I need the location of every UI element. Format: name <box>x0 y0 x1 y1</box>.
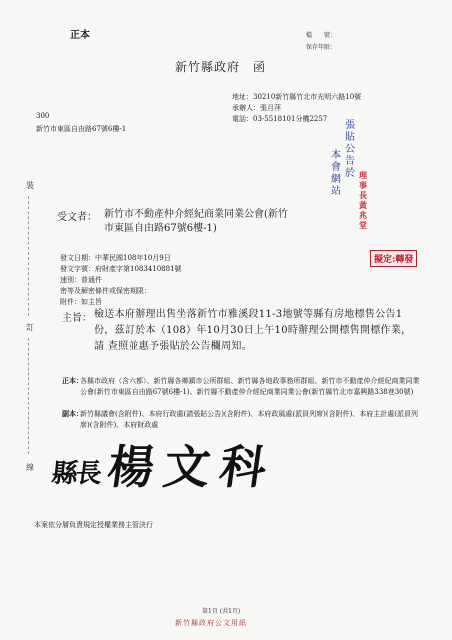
issue-date: 發文日期：中華民國108年10月9日 <box>60 254 171 262</box>
sender-contact <box>232 92 361 125</box>
posting-stamp-col-1 <box>344 120 356 180</box>
footer-brand: 新竹縣政府公文用紙 <box>175 619 247 627</box>
speed: 速別：普通件 <box>60 276 102 284</box>
sender-phone: 電話：03-5518101分機2257 <box>232 115 328 123</box>
recipient-text: 新竹市不動產仲介經紀商業同業公會(新竹市東區自由路67號6樓-1) <box>104 209 288 234</box>
margin-order-mark: 訂 <box>26 323 34 332</box>
receiver-address: 新竹市東區自由路67號6樓-1 <box>36 125 127 133</box>
posting-stamp-text: 張貼公告於 <box>345 120 355 179</box>
main-recipients-text: 各縣市政府（含六都）、新竹縣各鄉鎮市公所群組、新竹縣各地政事務所群組、新竹市不動產仲介經紀商業同業公會(新竹市東區自由路67號6樓-1)、新竹縣不動產仲介經紀商業同業公會(新竹縣竹北市嘉興路338巷30號) <box>80 377 420 396</box>
cc-label: 副本： <box>62 409 83 418</box>
approve-stamp: 擬定:轉發 <box>370 250 417 267</box>
delegation-note: 本案依分層負責規定授權業務主管決行 <box>34 521 153 529</box>
sender-address: 地址：30210新竹縣竹北市光明六路10號 <box>232 93 362 101</box>
receiver-postcode: 300 <box>36 112 50 120</box>
signature-name: 楊文科 <box>104 440 280 494</box>
page-count: 第1頁 (共1頁) <box>202 608 241 615</box>
signature-title: 縣長 <box>50 459 102 489</box>
margin-bind-mark: 裝 <box>26 181 34 190</box>
secrecy: 密等及解密條件或保密期限： <box>60 287 151 295</box>
subject-label: 主旨： <box>62 313 92 324</box>
main-recipients-label: 正本： <box>62 376 83 385</box>
sender-handler: 承辦人：張月萍 <box>232 104 281 112</box>
margin-dash-1 <box>28 196 30 316</box>
issue-number: 發文字號：府財產字第1083410881號 <box>60 265 182 273</box>
cc-text: 新竹縣議會(含附件)、本府行政處(請張貼公告)(含附件)、本府政風處(派員列席)(含附件)、本府主計處(派員列席)(含附件)、本府財政處 <box>80 410 419 429</box>
posting-stamp-col-2: 本會網站 <box>331 150 341 197</box>
margin-dash-2 <box>28 338 30 454</box>
copy-label: 正本 <box>70 30 90 41</box>
chairman-seal: 理事長黃兆堂 <box>359 170 367 230</box>
document-title: 新竹縣政府 函 <box>175 60 267 74</box>
signature <box>50 440 280 494</box>
subject-text: 檢送本府辦理出售坐落新竹市雅溪段11-3地號等縣有房地標售公告1份，茲訂於本（108）年10月30日上午10時辦理公開標售開標作業，請 查照並惠予張貼於公告欄周知。 <box>94 309 412 352</box>
retention-label: 保存年限： <box>306 44 337 51</box>
recipient-label: 受文者： <box>57 212 97 223</box>
margin-line-mark: 線 <box>26 463 34 472</box>
archive-info <box>306 30 336 54</box>
archive-number-label: 檔 號： <box>306 32 337 39</box>
document-meta <box>60 253 182 308</box>
attachment: 附件：如主旨 <box>60 298 102 306</box>
